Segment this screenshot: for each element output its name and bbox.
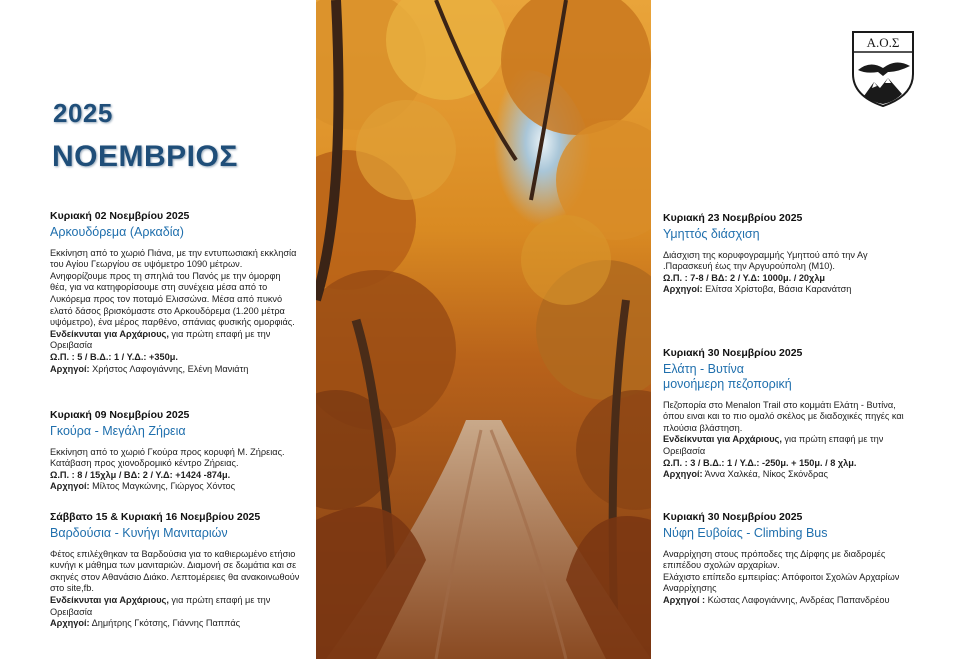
event-title: Ελάτη - Βυτίνα — [663, 361, 744, 376]
leaders-label: Αρχηγοί: — [50, 481, 90, 492]
note-bold: Ενδείκνυται για Αρχάριους, — [50, 594, 169, 605]
event-description: Φέτος επιλέχθηκαν τα Βαρδούσια για το καθιερωμένο ετήσιο κυνήγι κ μάθημα των μανιταριών. Διαμονή σε δωμάτια και σε σκηνές στον Αθανάσιο Διάκο. Λεπτομέρειες θα ανακοινωθούν στο site,fb. — [50, 548, 300, 594]
note-text: για πρώτη επαφή με την Ορειβασία — [50, 328, 271, 351]
leaders-names: Ελίτσα Χρίστοβα, Βάσια Καρανάτση — [702, 284, 852, 295]
event-date: Κυριακή 09 Νοεμβρίου 2025 — [50, 409, 190, 421]
event-description: Εκκίνηση από το χωριό Πιάνα, με την εντυπωσιακή εκκλησία του Αγίου Γεωργίου σε υψόμετρο 1090 μέτρων. Ανηφορίζουμε προς τη σπηλιά του Πανός με την όμορφη θέα, για να κατηφορίσουμε στη συνέχεια μέσα από το Λυκόρεμα προς τον ποταμό Ελισσώνα. Μέσα από πυκνό ελατό δάσος βρισκόμαστε στο Αρκουδόρεμα (1.200 μέτρα υψόμετρο), ένα μέρος παρθένο, σπάνιας φυσικής ομορφιάς. — [50, 247, 297, 328]
event-stats: Ω.Π. : 3 / Β.Δ.: 1 / Υ.Δ.: -250μ. + 150μ. / 8 χλμ. — [663, 457, 857, 468]
event-leaders — [50, 481, 300, 493]
event-stats: Ω.Π. : 5 / Β.Δ.: 1 / Υ.Δ.: +350μ. — [50, 351, 178, 362]
leaders-label: Αρχηγοί: — [50, 618, 90, 629]
month-heading: ΝΟΕΜΒΡΙΟΣ — [52, 140, 238, 173]
year-heading: 2025 — [53, 98, 113, 128]
club-logo — [850, 30, 916, 108]
event-title: Νύφη Ευβοίας - Climbing Bus — [663, 525, 828, 540]
event-stats: Ω.Π. : 7-8 / ΒΔ: 2 / Υ.Δ: 1000μ. / 20χλμ — [663, 272, 826, 283]
leaders-names: Δημήτρης Γκότσης, Γιάννης Παππάς — [89, 618, 241, 629]
event-title: Αρκουδόρεμα (Αρκαδία) — [50, 224, 184, 239]
leaders-names: Χρήστος Λαφογιάννης, Ελένη Μανιάτη — [89, 363, 249, 374]
event-description: Εκκίνηση από το χωριό Γκούρα προς κορυφή Μ. Ζήρειας. Κατάβαση προς χιονοδρομικό κέντρο Ζήρειας. — [50, 446, 285, 469]
event-date: Κυριακή 23 Νοεμβρίου 2025 — [663, 212, 803, 224]
event-note — [50, 595, 300, 618]
event-date: Κυριακή 30 Νοεμβρίου 2025 — [663, 511, 803, 523]
event-card — [663, 213, 903, 296]
event-leaders — [663, 284, 903, 296]
event-description-2: Ελάχιστο επίπεδο εμπειρίας: Απόφοιτοι Σχολών Αρχαρίων Αναρρίχησης — [663, 571, 900, 594]
leaders-label: Αρχηγοί: — [663, 469, 703, 480]
note-text: για πρώτη επαφή με την Ορειβασία — [663, 434, 884, 456]
forest-road-image — [316, 0, 651, 659]
event-note — [663, 434, 908, 457]
event-title: Βαρδούσια - Κυνήγι Μανιταριών — [50, 525, 228, 540]
note-text: για πρώτη επαφή με την Ορειβασία — [50, 594, 271, 617]
event-date: Κυριακή 30 Νοεμβρίου 2025 — [663, 347, 803, 359]
logo-text: Α.Ο.Σ — [866, 35, 900, 50]
event-description: Πεζοπορία στο Menalon Trail στο κομμάτι Ελάτη - Βυτίνα, όπου ειναι και το πιο ομαλό σκέλος με διαδοχικές πηγές και πλούσια βλάστηση. — [663, 399, 904, 433]
note-bold: Ενδείκνυται για Αρχάριους, — [50, 328, 169, 339]
eagle-mountain-shield-icon — [850, 30, 916, 108]
event-title: Υμηττός διάσχιση — [663, 226, 760, 241]
leaders-names: Μίλτος Μαγκώνης, Γιώργος Χόντος — [89, 481, 236, 492]
event-note — [50, 329, 300, 352]
event-leaders — [50, 618, 300, 630]
event-leaders — [50, 364, 300, 376]
note-bold: Ενδείκνυται για Αρχάριους, — [663, 434, 782, 445]
event-leaders — [663, 595, 903, 607]
event-card — [50, 211, 300, 375]
event-description: Αναρρίχηση στους πρόποδες της Δίρφης με διαδρομές επιπέδου σχολών αρχαρίων. — [663, 548, 886, 571]
event-card — [663, 512, 903, 607]
event-date: Κυριακή 02 Νοεμβρίου 2025 — [50, 210, 190, 222]
event-title: Γκούρα - Μεγάλη Ζήρεια — [50, 423, 186, 438]
event-date: Σάββατο 15 & Κυριακή 16 Νοεμβρίου 2025 — [50, 511, 261, 523]
leaders-label: Αρχηγοί : — [663, 594, 706, 605]
event-card — [50, 410, 300, 493]
leaders-label: Αρχηγοί: — [663, 284, 703, 295]
autumn-forest-photo — [316, 0, 651, 659]
event-card — [50, 512, 300, 630]
event-card — [663, 348, 908, 481]
event-stats: Ω.Π. : 8 / 15χλμ / ΒΔ: 2 / Υ.Δ: +1424 -874μ. — [50, 469, 231, 480]
leaders-names: Κώστας Λαφογιάννης, Ανδρέας Παπανδρέου — [705, 594, 890, 605]
event-description: Διάσχιση της κορυφογραμμής Υμηττού από την Αγ .Παρασκευή έως την Αργυρούπολη (Μ10). — [663, 249, 868, 272]
event-leaders — [663, 469, 908, 481]
leaders-names: Άννα Χαλκέα, Νίκος Σκόνδρας — [702, 469, 828, 480]
event-subtitle: μονοήμερη πεζοπορική — [663, 376, 792, 391]
leaders-label: Αρχηγοί: — [50, 363, 90, 374]
